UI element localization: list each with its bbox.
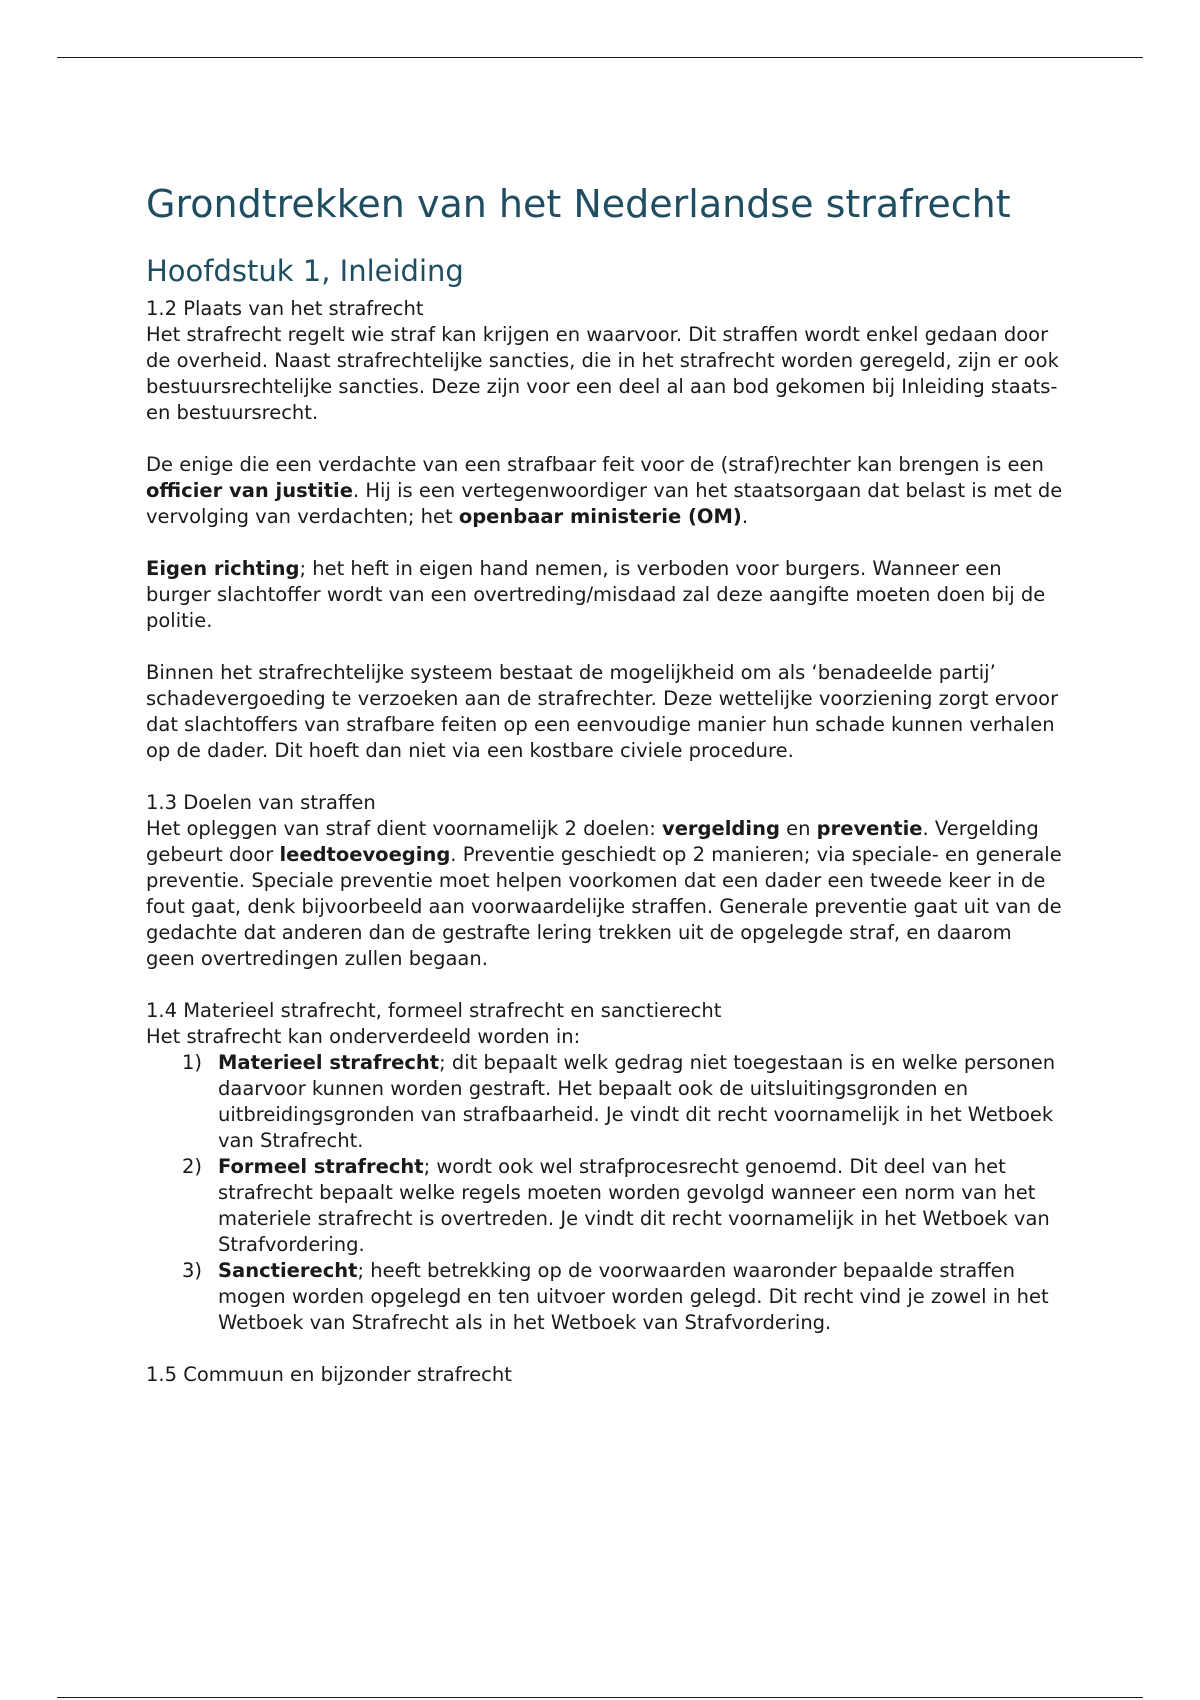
document-title: Grondtrekken van het Nederlandse strafrecht (146, 182, 1011, 226)
list-term: Sanctierecht (218, 1259, 358, 1282)
paragraph-1-2-b: De enige die een verdachte van een strafbaar feit voor de (straf)rechter kan brengen is een officier van justitie. Hij is een vertegenwoordiger van het staatsorgaan dat belast is met de vervolging van verdachten; het openbaar ministerie (OM). (146, 453, 1063, 528)
section-heading-1-4: 1.4 Materieel strafrecht, formeel strafrecht en sanctierecht (146, 999, 722, 1022)
list-number: 2) (182, 1155, 203, 1178)
footer-rule (57, 1697, 1143, 1698)
term-om: openbaar ministerie (OM) (458, 505, 742, 528)
section-heading-1-2: 1.2 Plaats van het strafrecht (146, 297, 424, 320)
chapter-heading: Hoofdstuk 1, Inleiding (146, 254, 464, 288)
term-eigen-richting: Eigen richting (146, 557, 300, 580)
numbered-list (146, 1050, 1066, 1336)
header-rule (57, 57, 1143, 58)
term-preventie: preventie (816, 817, 923, 840)
term-leedtoevoeging: leedtoevoeging (279, 843, 451, 866)
section-heading-1-3: 1.3 Doelen van straffen (146, 791, 376, 814)
list-term: Formeel strafrecht (218, 1155, 424, 1178)
page-content (146, 178, 1066, 1388)
paragraph-1-2-d: Binnen het strafrechtelijke systeem bestaat de mogelijkheid om als ‘benadeelde partij’ schadevergoeding te verzoeken aan de strafrechter. Deze wettelijke voorziening zorgt ervoor dat slachtoffers van strafbare feiten op een eenvoudige manier hun schade kunnen verhalen op de dader. Dit hoeft dan niet via een kostbare civiele procedure. (146, 661, 1059, 762)
paragraph-1-4-intro: Het strafrecht kan onderverdeeld worden in: (146, 1025, 581, 1048)
paragraph-1-2-a: Het strafrecht regelt wie straf kan krijgen en waarvoor. Dit straffen wordt enkel gedaan door de overheid. Naast strafrechtelijke sancties, die in het strafrecht worden geregeld, zijn er ook bestuursrechtelijke sancties. Deze zijn voor een deel al aan bod gekomen bij Inleiding staats- en bestuursrecht. (146, 323, 1059, 424)
list-item: 1) Materieel strafrecht; dit bepaalt welk gedrag niet toegestaan is en welke personen daarvoor kunnen worden gestraft. Het bepaalt ook de uitsluitingsgronden en uitbreidingsgronden van strafbaarheid. Je vindt dit recht voornamelijk in het Wetboek van Strafrecht. (182, 1051, 1056, 1152)
paragraph-1-3: Het opleggen van straf dient voornamelijk 2 doelen: vergelding en preventie. Vergelding gebeurt door leedtoevoeging. Preventie geschiedt op 2 manieren; via speciale- en generale preventie. Speciale preventie moet helpen voorkomen dat een dader een tweede keer in de fout gaat, denk bijvoorbeeld aan voorwaardelijke straffen. Generale preventie gaat uit van de gedachte dat anderen dan de gestrafte lering trekken uit de opgelegde straf, en daarom geen overtredingen zullen begaan. (146, 817, 1062, 970)
section-heading-1-5: 1.5 Commuun en bijzonder strafrecht (146, 1363, 512, 1386)
list-term: Materieel strafrecht (218, 1051, 440, 1074)
list-number: 3) (182, 1259, 203, 1282)
list-item: 2) Formeel strafrecht; wordt ook wel strafprocesrecht genoemd. Dit deel van het strafrecht bepaalt welke regels moeten worden gevolgd wanneer een norm van het materiele strafrecht is overtreden. Je vindt dit recht voornamelijk in het Wetboek van Strafvordering. (182, 1155, 1050, 1256)
term-vergelding: vergelding (662, 817, 780, 840)
list-number: 1) (182, 1051, 203, 1074)
term-officier: officier van justitie (146, 479, 353, 502)
list-item: 3) Sanctierecht; heeft betrekking op de voorwaarden waaronder bepaalde straffen mogen worden opgelegd en ten uitvoer worden gelegd. Dit recht vind je zowel in het Wetboek van Strafrecht als in het Wetboek van Strafvordering. (182, 1259, 1049, 1334)
paragraph-1-2-c: Eigen richting; het heft in eigen hand nemen, is verboden voor burgers. Wanneer een burger slachtoffer wordt van een overtreding/misdaad zal deze aangifte moeten doen bij de politie. (146, 557, 1046, 632)
